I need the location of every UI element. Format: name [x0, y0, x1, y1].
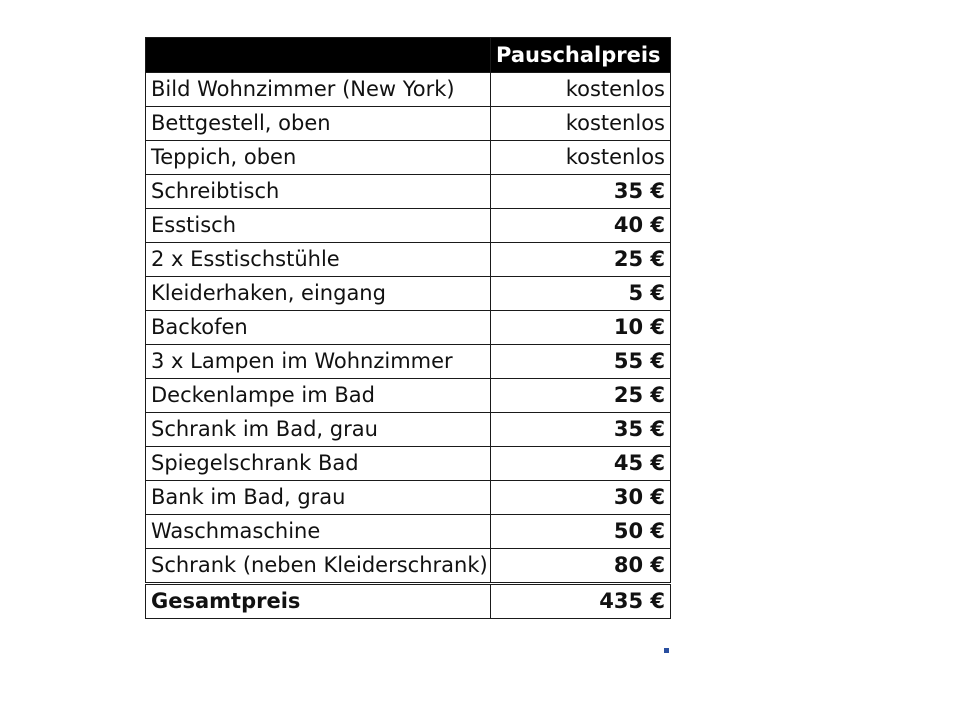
item-cell[interactable]: Waschmaschine — [146, 515, 491, 549]
table-row — [146, 175, 671, 209]
price-cell[interactable]: 5 € — [491, 277, 671, 311]
table-row — [146, 141, 671, 175]
table-row — [146, 481, 671, 515]
price-cell[interactable]: 80 € — [491, 549, 671, 584]
total-label-cell[interactable]: Gesamtpreis — [146, 584, 491, 619]
price-cell[interactable]: kostenlos — [491, 107, 671, 141]
price-table — [145, 37, 671, 619]
header-row — [146, 38, 671, 73]
item-cell[interactable]: Teppich, oben — [146, 141, 491, 175]
price-cell[interactable]: 30 € — [491, 481, 671, 515]
price-cell[interactable]: 55 € — [491, 345, 671, 379]
table-row — [146, 73, 671, 107]
item-cell[interactable]: Spiegelschrank Bad — [146, 447, 491, 481]
price-cell[interactable]: 10 € — [491, 311, 671, 345]
price-cell[interactable]: 35 € — [491, 413, 671, 447]
price-cell[interactable]: 25 € — [491, 379, 671, 413]
price-cell[interactable]: kostenlos — [491, 141, 671, 175]
fill-handle[interactable] — [664, 648, 669, 653]
table-row — [146, 345, 671, 379]
total-row — [146, 584, 671, 619]
header-cell-item[interactable] — [146, 38, 491, 73]
table-row — [146, 243, 671, 277]
table-row — [146, 549, 671, 584]
price-cell[interactable]: kostenlos — [491, 73, 671, 107]
item-cell[interactable]: Schreibtisch — [146, 175, 491, 209]
table-row — [146, 277, 671, 311]
table-row — [146, 379, 671, 413]
table-row — [146, 311, 671, 345]
item-cell[interactable]: Schrank (neben Kleiderschrank) — [146, 549, 491, 584]
header-cell-price[interactable]: Pauschalpreis — [491, 38, 671, 73]
item-cell[interactable]: Kleiderhaken, eingang — [146, 277, 491, 311]
item-cell[interactable]: Bank im Bad, grau — [146, 481, 491, 515]
item-cell[interactable]: Bettgestell, oben — [146, 107, 491, 141]
table-row — [146, 515, 671, 549]
price-cell[interactable]: 35 € — [491, 175, 671, 209]
item-cell[interactable]: Backofen — [146, 311, 491, 345]
item-cell[interactable]: Schrank im Bad, grau — [146, 413, 491, 447]
price-cell[interactable]: 50 € — [491, 515, 671, 549]
item-cell[interactable]: Deckenlampe im Bad — [146, 379, 491, 413]
item-cell[interactable]: Bild Wohnzimmer (New York) — [146, 73, 491, 107]
table-row — [146, 413, 671, 447]
item-cell[interactable]: Esstisch — [146, 209, 491, 243]
item-cell[interactable]: 3 x Lampen im Wohnzimmer — [146, 345, 491, 379]
price-cell[interactable]: 40 € — [491, 209, 671, 243]
item-cell[interactable]: 2 x Esstischstühle — [146, 243, 491, 277]
total-value-cell[interactable]: 435 € — [491, 584, 671, 619]
table-row — [146, 107, 671, 141]
table-row — [146, 447, 671, 481]
price-cell[interactable]: 45 € — [491, 447, 671, 481]
table-row — [146, 209, 671, 243]
price-cell[interactable]: 25 € — [491, 243, 671, 277]
